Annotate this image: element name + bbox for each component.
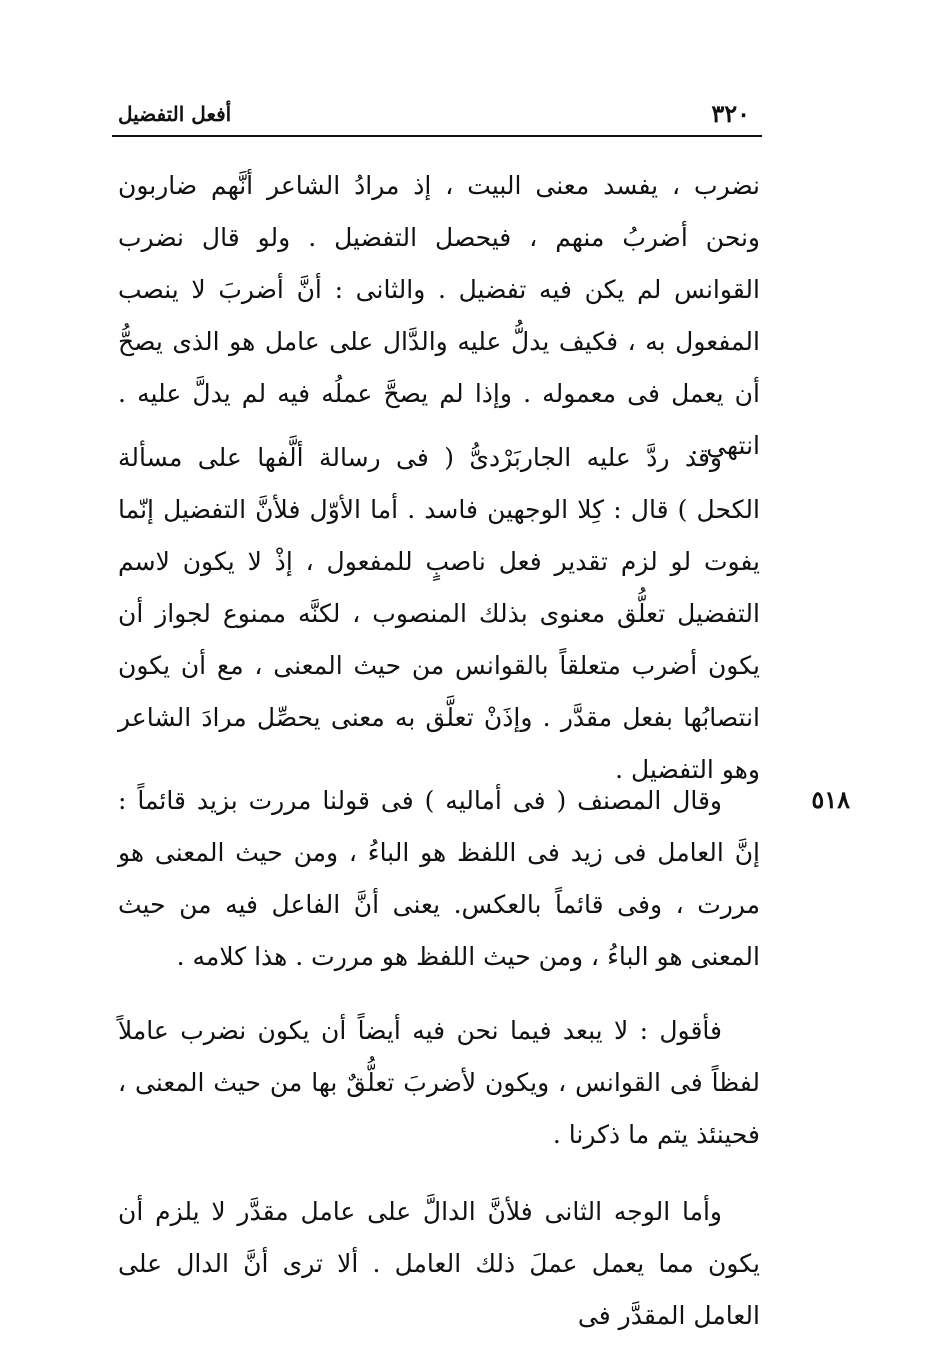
- margin-item-number: ٥١٨: [811, 785, 850, 814]
- paragraph-5: [118, 1186, 760, 1342]
- paragraph-1: [118, 160, 760, 472]
- page-number: ٣٢٠: [711, 99, 750, 128]
- paragraph-3-text: وقال المصنف ( فى أماليه ) فى قولنا مررت بزيد قائماً : إنَّ العامل فى زيد فى اللفظ هو الباءُ ، ومن حيث المعنى هو مررت ، وفى قائماً بالعكس. يعنى أنَّ الفاعل فيه من حيث المعنى هو الباءُ ، ومن حيث اللفظ هو مررت . هذا كلامه .: [118, 786, 760, 971]
- paragraph-4: [118, 1005, 760, 1161]
- header-rule: [112, 135, 762, 137]
- paragraph-4-text: فأقول : لا يبعد فيما نحن فيه أيضاً أن يكون نضرب عاملاً لفظاً فى القوانس ، ويكون لأضربَ تعلُّقٌ بها من حيث المعنى ، فحينئذ يتم ما ذكرنا .: [118, 1016, 760, 1149]
- paragraph-3: [118, 775, 760, 983]
- paragraph-2: [118, 432, 760, 796]
- paragraph-1-text: نضرب ، يفسد معنى البيت ، إذ مرادُ الشاعر أنَّهم ضاربون ونحن أضربُ منهم ، فيحصل التفضيل . ولو قال نضرب القوانس لم يكن فيه تفضيل . والثانى : أنَّ أضربَ لا ينصب المفعول به ، فكيف يدلُّ عليه والدَّال على عامل هو الذى يصحُّ أن يعمل فى معموله . وإذا لم يصحَّ عملُه فيه لم يدلَّ عليه . انتهى .: [118, 171, 760, 460]
- paragraph-5-text: وأما الوجه الثانى فلأنَّ الدالَّ على عامل مقدَّر لا يلزم أن يكون مما يعمل عملَ ذلك العامل . ألا ترى أنَّ الدال على العامل المقدَّر فى: [118, 1197, 760, 1330]
- running-head: [118, 96, 758, 136]
- paragraph-2-text: وقد ردَّ عليه الجاربَرْدىُّ ( فى رسالة ألَّفها على مسألة الكحل ) قال : كِلا الوجهين فاسد . أما الأوّل فلأنَّ التفضيل إنّما يفوت لو لزم تقدير فعل ناصبٍ للمفعول ، إذْ لا يكون لاسم التفضيل تعلُّق معنوى بذلك المنصوب ، لكنَّه ممنوع لجواز أن يكون أضرب متعلقاً بالقوانس من حيث المعنى ، مع أن يكون انتصابُها بفعل مقدَّر . وإذَنْ تعلَّق به معنى يحصِّل مرادَ الشاعر وهو التفضيل .: [118, 443, 760, 784]
- chapter-title: أفعل التفضيل: [118, 102, 232, 126]
